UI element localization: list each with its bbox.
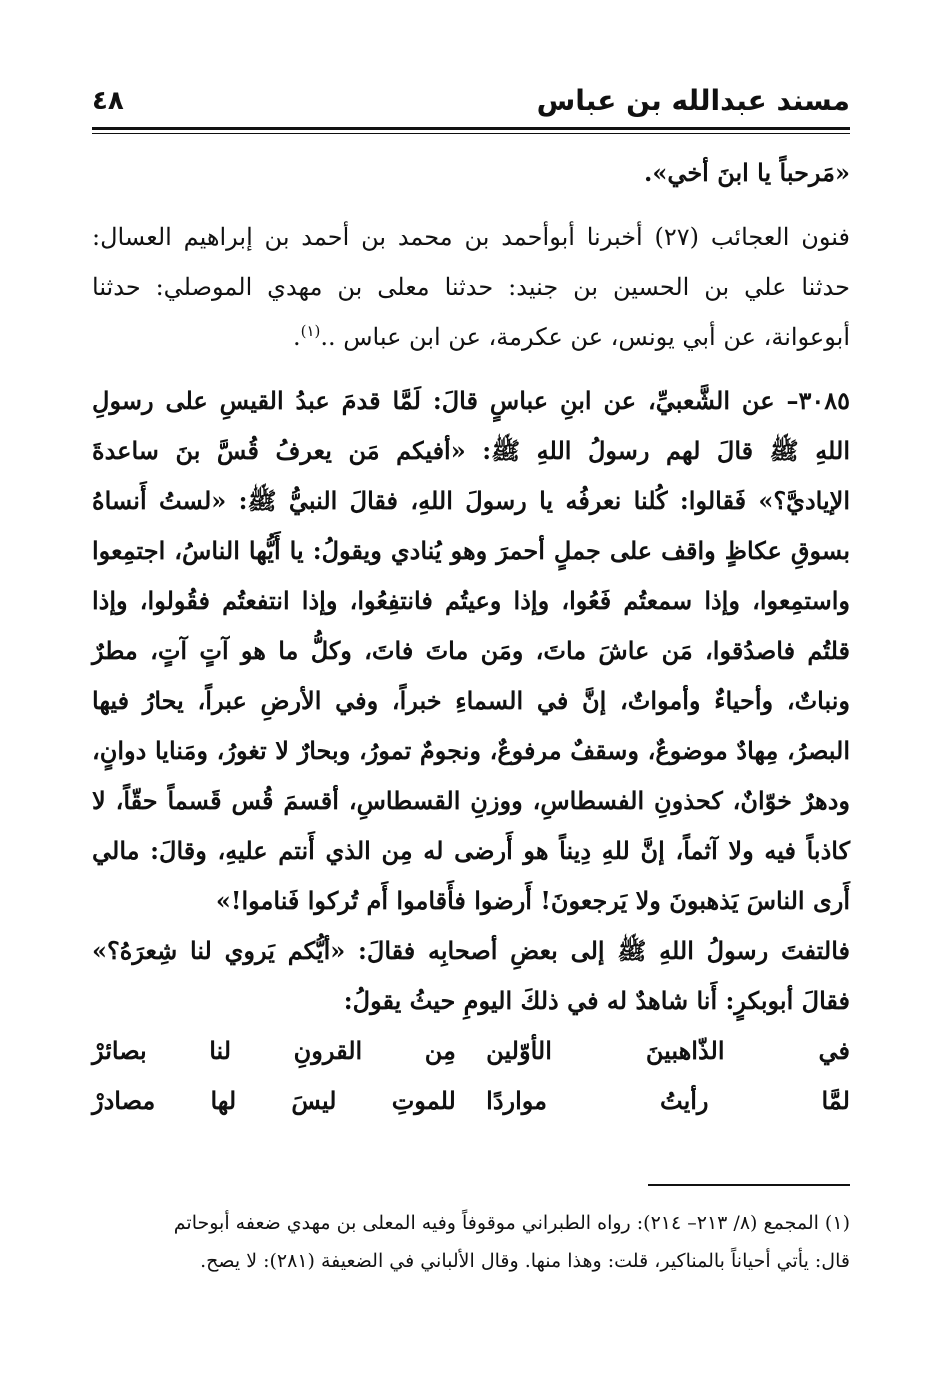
- source-text: فنون العجائب (٢٧) أخبرنا أبوأحمد بن محمد بن أحمد بن إبراهيم العسال: حدثنا علي بن الحسين بن جنيد: حدثنا معلى بن مهدي الموصلي: حدثنا أبوعوانة، عن أبي يونس، عن عكرمة، عن ابن عباس ..: [92, 223, 850, 351]
- footnote: [92, 1204, 850, 1280]
- running-header: [92, 84, 850, 128]
- header-rule-thick: [92, 127, 850, 130]
- hadith-paragraph: [92, 376, 850, 926]
- verse-second-hemistich: للموتِ ليسَ لها مصادرْ: [92, 1086, 456, 1115]
- verse-line: [92, 1076, 850, 1126]
- spacer: [92, 362, 850, 376]
- running-title: مسند عبدالله بن عباس: [536, 84, 850, 117]
- verse-first-hemistich: في الذّاهبينَ الأوّلين: [486, 1036, 850, 1065]
- source-paragraph: فنون العجائب (٢٧) أخبرنا أبوأحمد بن محمد بن أحمد بن إبراهيم العسال: حدثنا علي بن الحسين بن جنيد: حدثنا معلى بن مهدي الموصلي: حدثنا أبوعوانة، عن أبي يونس، عن عكرمة، عن ابن عباس ..$^{(١)}$.: [92, 223, 850, 351]
- turn-paragraph: فالتفتَ رسولُ اللهِ ﷺ إلى بعضِ أصحابِه فقالَ: «أيُّكم يَروي لنا شِعرَهُ؟» فقالَ أبوبكرٍ: أَنا شاهدٌ له في ذلكَ اليومِ حيثُ يقولُ:: [92, 936, 850, 1015]
- header-rule-thin: [92, 133, 850, 134]
- footnote-rule: [648, 1184, 850, 1186]
- spacer: [92, 198, 850, 212]
- footnote-reference: (١): [300, 322, 321, 340]
- verse-first-hemistich: لمَّا رأيتُ مواردًا: [486, 1086, 850, 1115]
- hadith-number: ٣٠٨٥–: [786, 386, 850, 415]
- main-text: [92, 148, 850, 1126]
- verse-line: [92, 1026, 850, 1076]
- page-number: ٤٨: [92, 86, 124, 116]
- footnote-line-1: (١) المجمع (٨/ ٢١٣– ٢١٤): رواه الطبراني موقوفاً وفيه المعلى بن مهدي ضعفه أبوحاتم: [173, 1212, 850, 1234]
- verse-second-hemistich: مِن القرونِ لنا بصائرْ: [92, 1036, 456, 1065]
- hadith-text: عن الشَّعبيِّ، عن ابنِ عباسٍ قالَ: لَمَّا قدمَ عبدُ القيسِ على رسولِ اللهِ ﷺ قالَ لهم رسولُ اللهِ ﷺ: «أفيكم مَن يعرفُ قُسَّ بنَ ساعدةَ الإياديَّ؟» فَقالوا: كُلنا نعرفُه يا رسولَ اللهِ، فقالَ النبيُّ ﷺ: «لستُ أَنساهُ بسوقِ عكاظٍ واقف على جملٍ أحمرَ وهو يُنادي ويقولُ: يا أَيُّها الناسُ، اجتمِعوا واستمِعوا، وإذا سمعتُم فَعُوا، وإذا وعيتُم فانتفِعُوا، وإذا انتفعتُم فقُولوا، وإذا قلتُم فاصدُقوا، مَن عاشَ ماتَ، ومَن ماتَ فاتَ، وكلُّ ما هو آتٍ آتٍ، مطرٌ ونباتٌ، وأحياءٌ وأمواتٌ، إنَّ في السماءِ خبراً، وفي الأرضِ عبراً، يحارُ فيها البصرُ، مِهادٌ موضوعٌ، وسقفٌ مرفوعٌ، ونجومٌ تمورُ، وبحارٌ لا تغورُ، ومَنايا دوانٍ، ودهرٌ خوّانٌ، كحذونِ الفسطاسِ، ووزنِ القسطاسِ، أقسمَ قُس قَسماً حقّاً، لا كاذباً فيه ولا آثماً، إنَّ للهِ دِيناً هو أَرضى له مِن الذي أَنتم عليهِ، وقالَ: مالي أَرى الناسَ يَذهبونَ ولا يَرجعونَ! أَرضوا فأَقاموا أَم تُركوا فَناموا!»: [92, 386, 850, 915]
- footnote-line-2: قال: يأتي أحياناً بالمناكير، قلت: وهذا منها. وقال الألباني في الضعيفة (٢٨١): لا يصح.: [200, 1250, 850, 1272]
- opening-line: «مَرحباً يا ابنَ أخي».: [643, 158, 850, 187]
